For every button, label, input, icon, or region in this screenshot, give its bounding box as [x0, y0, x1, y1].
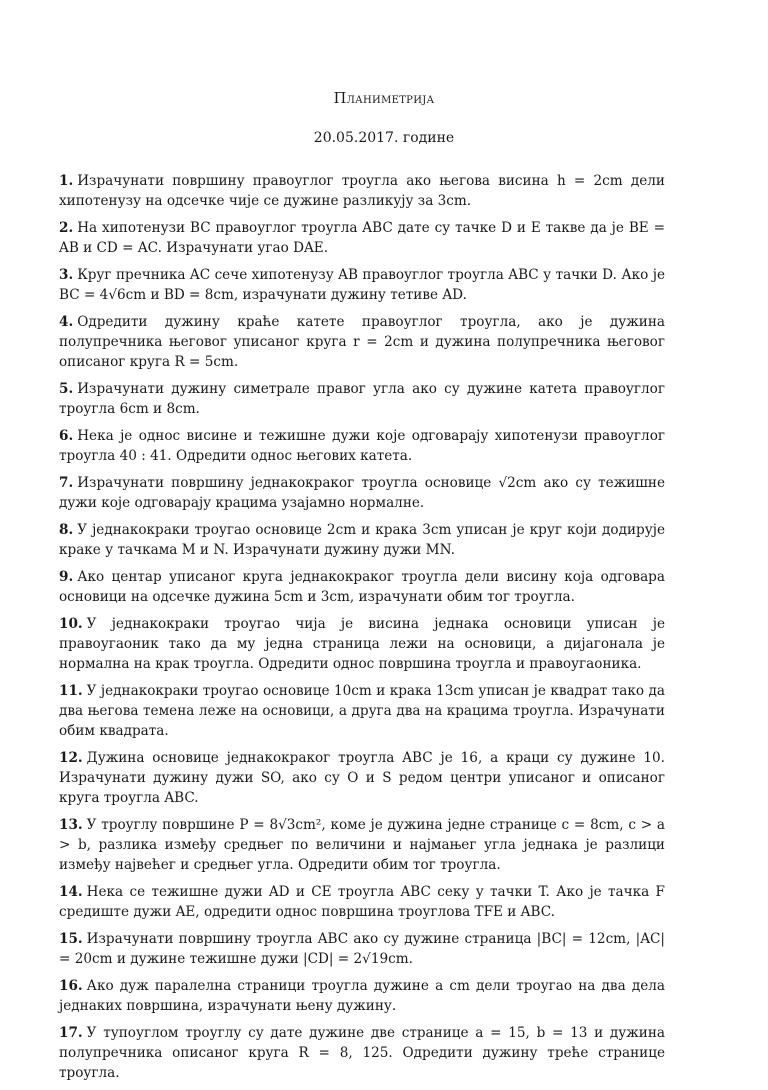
problem-number: 10.	[59, 616, 83, 632]
problem-text: У једнакокраки троугао основице 2cm и крака 3cm уписан је круг који додирује краке у тачкама M и N. Израчунати дужину дужи MN.	[59, 522, 665, 558]
problem-item	[59, 882, 665, 922]
problem-item	[59, 681, 665, 741]
problem-text: Нека је однос висине и тежишне дужи које одговарају хипотенузи правоуглог троугла 40 : 41. Одредити однос његових катета.	[59, 428, 665, 464]
problem-number: 11.	[59, 683, 83, 699]
problem-number: 13.	[59, 817, 83, 833]
problem-item	[59, 748, 665, 808]
problem-item	[59, 614, 665, 674]
problem-number: 15.	[59, 931, 83, 947]
problem-item	[59, 218, 665, 258]
problem-text: Ако центар уписаног круга једнакокраког троугла дели висину која одговара основици на одсечке дужина 5cm и 3cm, израчунати обим тог троугла.	[59, 569, 665, 605]
problem-text: У једнакокраки троугао основице 10cm и крака 13cm уписан је квадрат тако да два његова темена леже на основици, а друга два на крацима троугла. Израчунати обим квадрата.	[59, 683, 665, 739]
problem-number: 7.	[59, 475, 74, 491]
problem-number: 1.	[59, 173, 74, 189]
problem-text: Израчунати површину једнакокраког троугла основице √2cm ако су тежишне дужи које одговарају крацима узајамно нормалне.	[59, 475, 665, 511]
problem-text: Одредити дужину краће катете правоуглог троугла, ако је дужина полупречника његовог уписаног круга r = 2cm и дужина полупречника његовог описаног круга R = 5cm.	[59, 314, 665, 370]
problem-number: 3.	[59, 267, 74, 283]
problem-text: У једнакокраки троугао чија је висина једнака основици уписан је правоугаоник тако да му једна страница лежи на основици, а дијагонала је нормална на крак троугла. Одредити однос површина троугла и правоугаоника.	[59, 616, 665, 672]
problem-item	[59, 379, 665, 419]
problem-text: Израчунати површину правоуглог троугла ако његова висина h = 2cm дели хипотенузу на одсечке чије се дужине разликују за 3cm.	[59, 173, 665, 209]
problem-item	[59, 171, 665, 211]
problem-item	[59, 473, 665, 513]
problem-text: У троуглу површине P = 8√3cm², коме је дужина једне странице c = 8cm, c > a > b, разлика између средњег по величини и најмањег угла једнака је разлици између највећег и средњег угла. Одредити обим тог троугла.	[59, 817, 665, 873]
problem-list	[59, 171, 665, 1090]
problem-text: Ако дуж паралелна страници троугла дужине a cm дели троугао на два дела једнаких површина, израчунати њену дужину.	[59, 978, 665, 1014]
problem-text: Израчунати дужину симетрале правог угла ако су дужине катета правоуглог троугла 6cm и 8cm.	[59, 381, 665, 417]
problem-item	[59, 312, 665, 372]
problem-text: Круг пречника AC сече хипотенузу AB правоуглог троугла ABC у тачки D. Ако је BC = 4√6cm и BD = 8cm, израчунати дужину тетиве AD.	[59, 267, 665, 303]
problem-item	[59, 929, 665, 969]
problem-item	[59, 567, 665, 607]
problem-number: 14.	[59, 884, 83, 900]
problem-text: Нека се тежишне дужи AD и CE троугла ABC секу у тачки T. Ако је тачка F средиште дужи AE, одредити однос површина троуглова TFE и ABC.	[59, 884, 665, 920]
page-title: Планиметрија	[333, 91, 435, 107]
problem-number: 4.	[59, 314, 74, 330]
problem-number: 5.	[59, 381, 74, 397]
problem-number: 2.	[59, 220, 74, 236]
problem-number: 16.	[59, 978, 83, 994]
problem-number: 8.	[59, 522, 74, 538]
problem-item	[59, 520, 665, 560]
problem-item	[59, 976, 665, 1016]
problem-number: 9.	[59, 569, 74, 585]
problem-item	[59, 815, 665, 875]
problem-text: Дужина основице једнакокраког троугла ABC је 16, а краци су дужине 10. Израчунати дужину дужи SO, ако су O и S редом центри уписаног и описаног круга троугла ABC.	[59, 750, 665, 806]
problem-item	[59, 426, 665, 466]
document-date: 20.05.2017. године	[313, 130, 455, 146]
problem-text: Израчунати површину троугла ABC ако су дужине страница |BC| = 12cm, |AC| = 20cm и дужине тежишне дужи |CD| = 2√19cm.	[59, 931, 665, 967]
problem-text: На хипотенузи BC правоуглог троугла ABC дате су тачке D и E такве да је BE = AB и CD = AC. Израчунати угао DAE.	[59, 220, 665, 256]
problem-item	[59, 265, 665, 305]
problem-number: 6.	[59, 428, 74, 444]
problem-number: 17.	[59, 1025, 83, 1041]
problem-item	[59, 1023, 665, 1083]
problem-text: У тупоуглом троуглу су дате дужине две странице a = 15, b = 13 и дужина полупречника описаног круга R = 8, 125. Одредити дужину треће странице троугла.	[59, 1025, 665, 1081]
problem-number: 12.	[59, 750, 83, 766]
